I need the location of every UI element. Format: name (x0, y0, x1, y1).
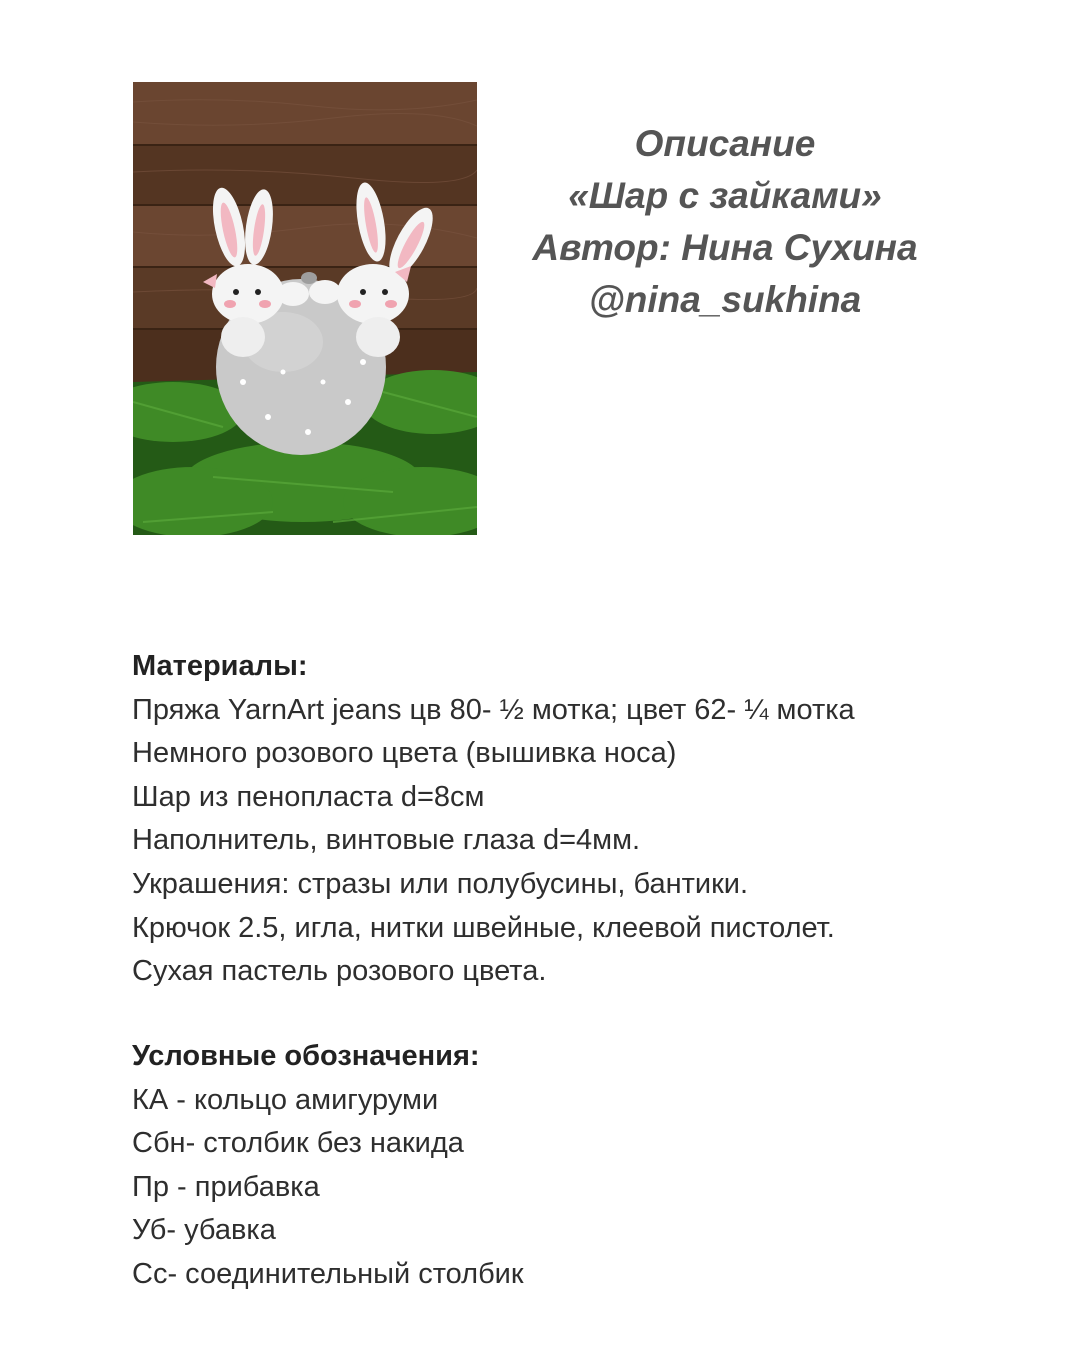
materials-item: Шар из пенопласта d=8см (132, 780, 485, 813)
materials-heading: Материалы: (132, 650, 308, 682)
materials-item: Пряжа YarnArt jeans цв 80- ½ мотка; цвет 62- ¼ мотка (132, 693, 855, 726)
materials-item: Наполнитель, винтовые глаза d=4мм. (132, 824, 641, 857)
legend-item: Сбн- столбик без накида (132, 1127, 464, 1160)
legend-item: КА - кольцо амигуруми (132, 1083, 439, 1116)
title-line-description: Описание (634, 123, 816, 164)
legend-item: Сс- соединительный столбик (132, 1257, 524, 1290)
materials-item: Украшения: стразы или полубусины, бантики. (132, 867, 749, 900)
materials-item: Немного розового цвета (вышивка носа) (132, 737, 677, 770)
product-photo (133, 82, 477, 535)
materials-item: Сухая пастель розового цвета. (132, 955, 547, 988)
title-line-name: «Шар с зайками» (568, 175, 882, 216)
legend-item: Уб- убавка (132, 1214, 276, 1247)
title-block (490, 118, 960, 326)
materials-section (132, 645, 1012, 994)
crochet-bunny-ball-photo (133, 82, 477, 535)
title-line-handle: @nina_sukhina (588, 279, 862, 320)
legend-item: Пр - прибавка (132, 1170, 320, 1203)
materials-item: Крючок 2.5, игла, нитки швейные, клеевой пистолет. (132, 911, 835, 944)
legend-heading: Условные обозначения: (132, 1040, 480, 1072)
title-line-author: Автор: Нина Сухина (532, 227, 918, 268)
legend-section (132, 1035, 1012, 1297)
